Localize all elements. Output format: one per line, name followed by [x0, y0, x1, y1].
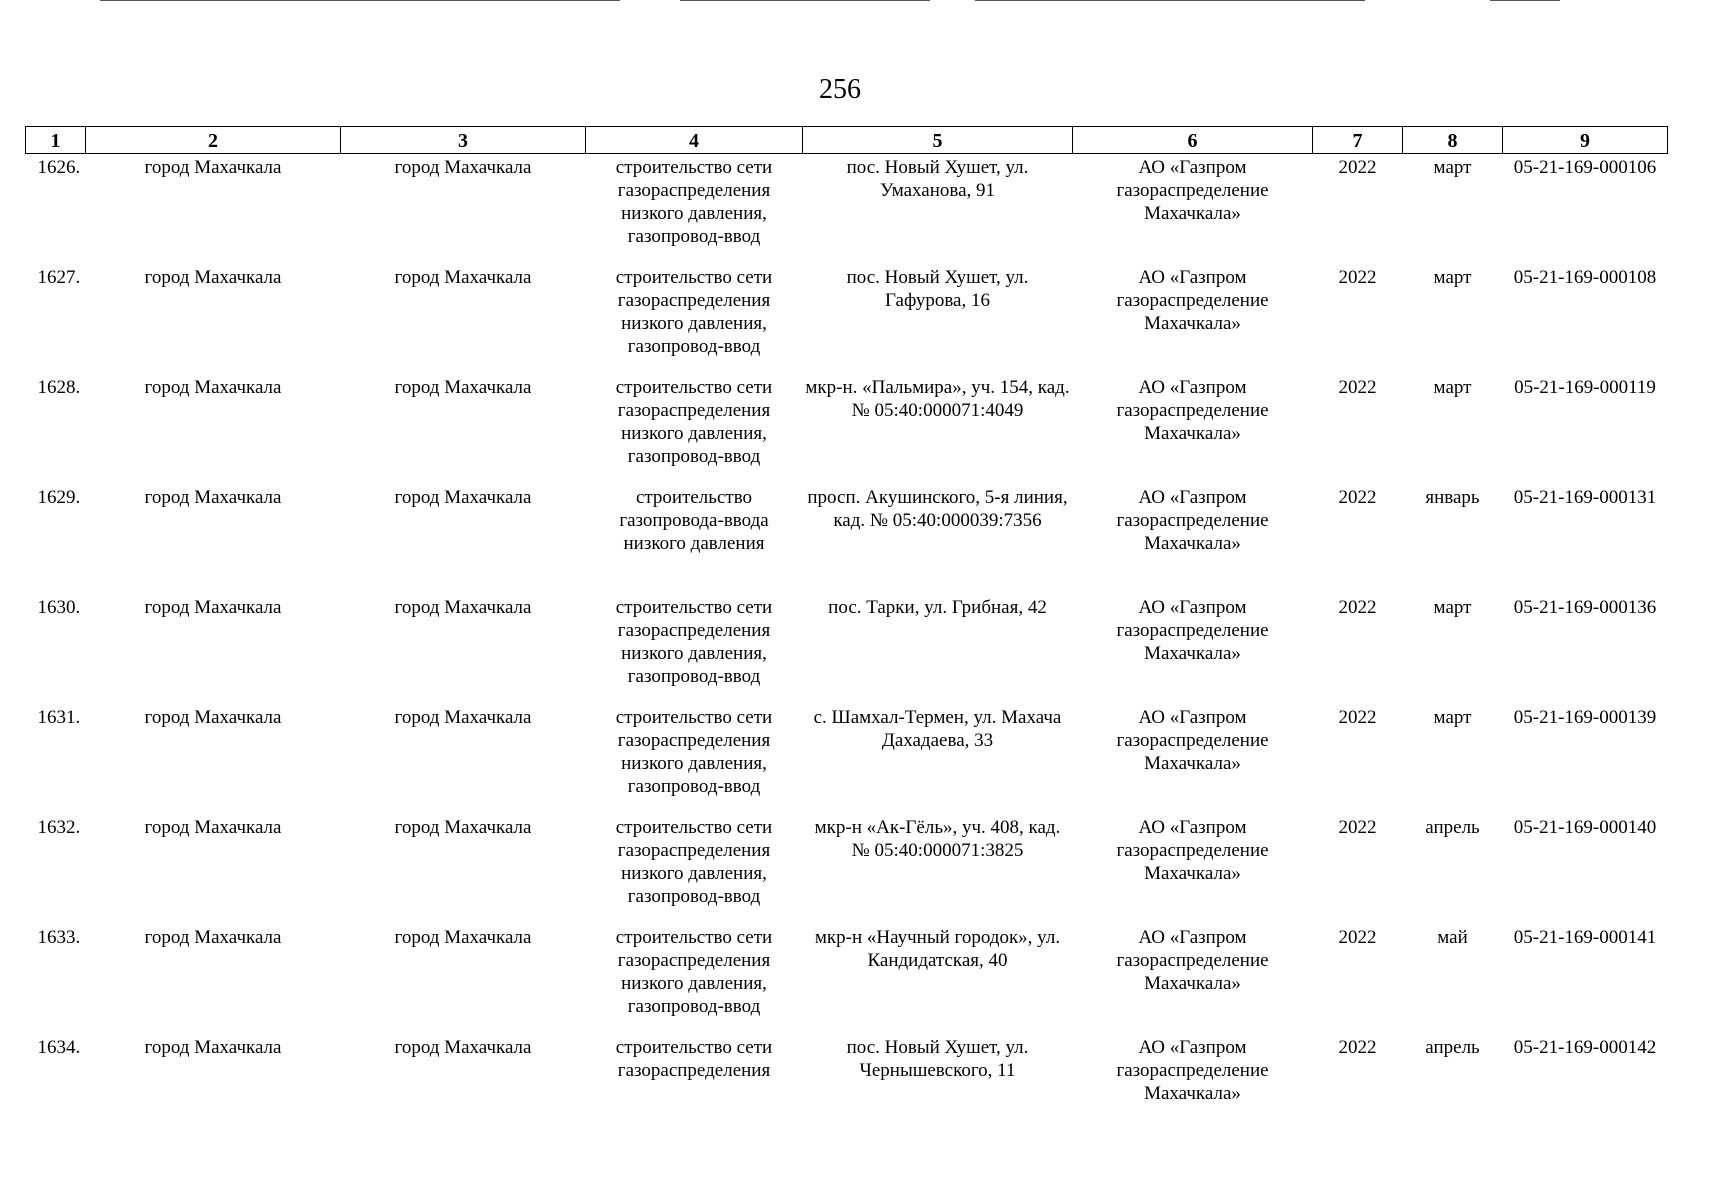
row-number: 1632.	[37, 817, 81, 838]
code-cell: 05-21-169-000106	[1513, 157, 1657, 178]
organization-cell: АО «Газпром газораспределение Махачкала»	[1116, 157, 1269, 224]
row-number: 1634.	[37, 1037, 81, 1058]
month-cell: май	[1437, 927, 1468, 948]
month-cell: апрель	[1425, 817, 1480, 838]
organization-cell: АО «Газпром газораспределение Махачкала»	[1116, 817, 1269, 884]
object-description-cell: строительство сети газораспределения низкого давления, газопровод-ввод	[615, 597, 773, 687]
month-cell: март	[1433, 597, 1472, 618]
district-cell: город Махачкала	[144, 927, 282, 948]
year-cell: 2022	[1338, 817, 1377, 838]
month-cell: март	[1433, 707, 1472, 728]
district-cell: город Махачкала	[144, 707, 282, 728]
top-edge-rule-4	[1490, 0, 1560, 1]
settlement-cell: город Махачкала	[394, 267, 532, 288]
row-number: 1629.	[37, 487, 81, 508]
organization-cell: АО «Газпром газораспределение Махачкала»	[1116, 267, 1269, 334]
year-cell: 2022	[1338, 377, 1377, 398]
year-cell: 2022	[1338, 597, 1377, 618]
column-header-4: 4	[586, 127, 803, 154]
object-description-cell: строительство сети газораспределения низкого давления, газопровод-ввод	[615, 927, 773, 1017]
column-header-6: 6	[1073, 127, 1313, 154]
code-cell: 05-21-169-000119	[1514, 377, 1656, 398]
table-body	[26, 154, 1668, 1106]
table-row	[26, 266, 1668, 376]
organization-cell: АО «Газпром газораспределение Махачкала»	[1116, 1037, 1269, 1104]
month-cell: январь	[1425, 487, 1480, 508]
district-cell: город Махачкала	[144, 157, 282, 178]
table-row	[26, 816, 1668, 926]
table-row	[26, 1036, 1668, 1105]
row-number: 1626.	[37, 157, 81, 178]
object-description-cell: строительство сети газораспределения	[615, 1037, 773, 1081]
object-description-cell: строительство сети газораспределения низкого давления, газопровод-ввод	[615, 157, 773, 247]
column-header-1: 1	[26, 127, 86, 154]
address-cell: пос. Новый Хушет, ул. Чернышевского, 11	[846, 1037, 1029, 1081]
organization-cell: АО «Газпром газораспределение Махачкала»	[1116, 487, 1269, 554]
table-row	[26, 596, 1668, 706]
page-number: 256	[819, 74, 861, 105]
table-header-row	[26, 127, 1668, 154]
settlement-cell: город Махачкала	[394, 707, 532, 728]
month-cell: март	[1433, 157, 1472, 178]
month-cell: март	[1433, 267, 1472, 288]
top-edge-rule-2	[680, 0, 930, 1]
address-cell: пос. Новый Хушет, ул. Умаханова, 91	[846, 157, 1029, 201]
object-description-cell: строительство сети газораспределения низкого давления, газопровод-ввод	[615, 267, 773, 357]
address-cell: мкр-н «Научный городок», ул. Кандидатская, 40	[814, 927, 1061, 971]
organization-cell: АО «Газпром газораспределение Махачкала»	[1116, 597, 1269, 664]
district-cell: город Махачкала	[144, 817, 282, 838]
table-row	[26, 486, 1668, 596]
row-number: 1630.	[37, 597, 81, 618]
address-cell: пос. Новый Хушет, ул. Гафурова, 16	[846, 267, 1029, 311]
year-cell: 2022	[1338, 487, 1377, 508]
column-header-8: 8	[1403, 127, 1503, 154]
address-cell: пос. Тарки, ул. Грибная, 42	[828, 597, 1047, 618]
district-cell: город Махачкала	[144, 377, 282, 398]
table-row	[26, 926, 1668, 1036]
settlement-cell: город Махачкала	[394, 597, 532, 618]
row-number: 1628.	[37, 377, 81, 398]
column-header-2: 2	[86, 127, 341, 154]
organization-cell: АО «Газпром газораспределение Махачкала»	[1116, 707, 1269, 774]
object-description-cell: строительство сети газораспределения низкого давления, газопровод-ввод	[615, 817, 773, 907]
code-cell: 05-21-169-000141	[1513, 927, 1657, 948]
settlement-cell: город Махачкала	[394, 487, 532, 508]
settlement-cell: город Махачкала	[394, 157, 532, 178]
code-cell: 05-21-169-000136	[1513, 597, 1657, 618]
code-cell: 05-21-169-000140	[1513, 817, 1657, 838]
settlement-cell: город Махачкала	[394, 1037, 532, 1058]
row-number: 1631.	[37, 707, 81, 728]
top-edge-rule-1	[100, 0, 620, 1]
organization-cell: АО «Газпром газораспределение Махачкала»	[1116, 927, 1269, 994]
object-description-cell: строительство сети газораспределения низкого давления, газопровод-ввод	[615, 707, 773, 797]
year-cell: 2022	[1338, 267, 1377, 288]
organization-cell: АО «Газпром газораспределение Махачкала»	[1116, 377, 1269, 444]
code-cell: 05-21-169-000108	[1513, 267, 1657, 288]
object-description-cell: строительство сети газораспределения низкого давления, газопровод-ввод	[615, 377, 773, 467]
address-cell: просп. Акушинского, 5-я линия, кад. № 05:40:000039:7356	[807, 487, 1068, 531]
year-cell: 2022	[1338, 157, 1377, 178]
row-number: 1633.	[37, 927, 81, 948]
code-cell: 05-21-169-000139	[1513, 707, 1657, 728]
month-cell: март	[1433, 377, 1472, 398]
district-cell: город Махачкала	[144, 597, 282, 618]
district-cell: город Махачкала	[144, 1037, 282, 1058]
row-number: 1627.	[37, 267, 81, 288]
column-header-9: 9	[1503, 127, 1668, 154]
column-header-3: 3	[341, 127, 586, 154]
settlement-cell: город Махачкала	[394, 927, 532, 948]
district-cell: город Махачкала	[144, 487, 282, 508]
object-description-cell: строительство газопровода-ввода низкого давления	[619, 487, 769, 554]
year-cell: 2022	[1338, 1037, 1377, 1058]
code-cell: 05-21-169-000131	[1513, 487, 1657, 508]
address-cell: мкр-н. «Пальмира», уч. 154, кад. № 05:40:000071:4049	[805, 377, 1070, 421]
address-cell: с. Шамхал-Термен, ул. Махача Дахадаева, 33	[813, 707, 1062, 751]
table-row	[26, 154, 1668, 267]
year-cell: 2022	[1338, 707, 1377, 728]
year-cell: 2022	[1338, 927, 1377, 948]
month-cell: апрель	[1425, 1037, 1480, 1058]
table-row	[26, 706, 1668, 816]
data-table	[25, 126, 1668, 1105]
district-cell: город Махачкала	[144, 267, 282, 288]
column-header-5: 5	[803, 127, 1073, 154]
address-cell: мкр-н «Ак-Гёль», уч. 408, кад. № 05:40:000071:3825	[814, 817, 1061, 861]
settlement-cell: город Махачкала	[394, 817, 532, 838]
top-edge-rule-3	[975, 0, 1365, 1]
table-row	[26, 376, 1668, 486]
column-header-7: 7	[1313, 127, 1403, 154]
code-cell: 05-21-169-000142	[1513, 1037, 1657, 1058]
settlement-cell: город Махачкала	[394, 377, 532, 398]
